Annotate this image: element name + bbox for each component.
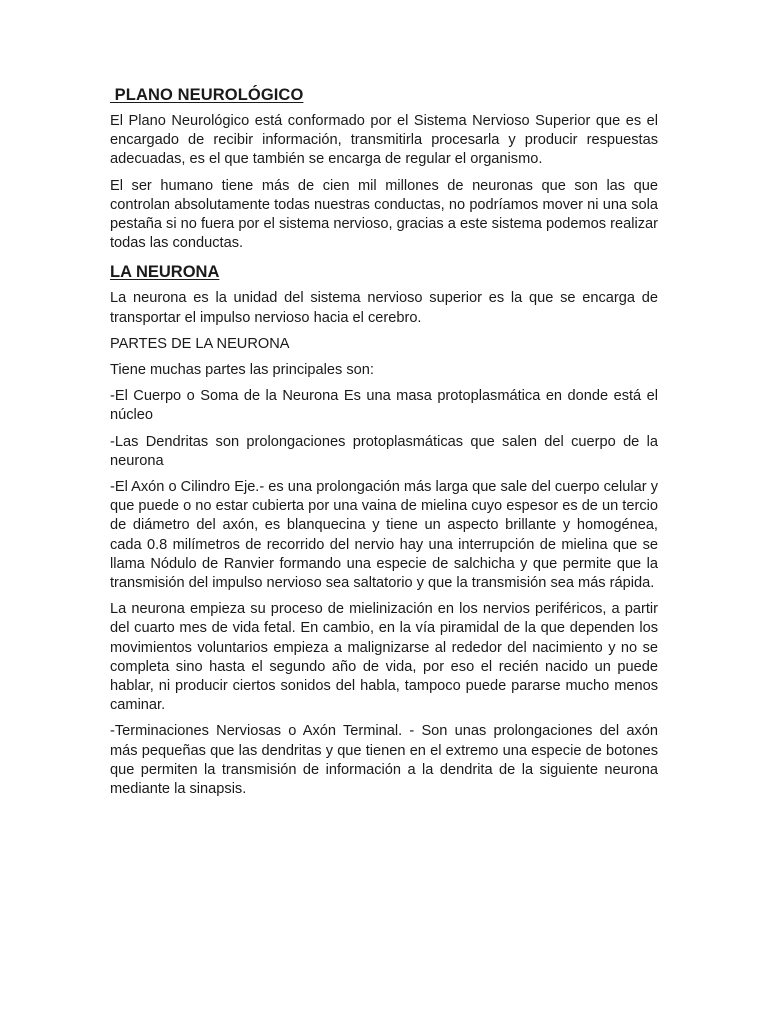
paragraph-plano-intro: El Plano Neurológico está conformado por el Sistema Nervioso Superior que es el encargado de recibir información, transmitirla procesarla y producir respuestas adecuadas, es el que también se encarga de regular el organismo. [110, 113, 658, 168]
document-page [110, 84, 658, 806]
paragraph-dendritas: -Las Dendritas son prolongaciones protoplasmáticas que salen del cuerpo de la neurona [110, 433, 658, 469]
paragraph-terminaciones: -Terminaciones Nerviosas o Axón Terminal. - Son unas prolongaciones del axón más pequeñas que las dendritas y que tienen en el extremo una especie de botones que permiten la transmisión de información a la dendrita de la siguiente neurona mediante la sinapsis. [110, 723, 658, 798]
paragraph-neurona-definition: La neurona es la unidad del sistema nervioso superior es la que se encarga de transportar el impulso nervioso hacia el cerebro. [110, 290, 658, 326]
paragraph-soma: -El Cuerpo o Soma de la Neurona Es una masa protoplasmática en donde está el núcleo [110, 388, 658, 424]
paragraph-plano-neuronas: El ser humano tiene más de cien mil millones de neuronas que son las que controlan absolutamente todas nuestras conductas, no podríamos mover ni una sola pestaña si no fuera por el sistema nervioso, gracias a este sistema podemos realizar todas las conductas. [110, 177, 658, 252]
paragraph-partes-intro: Tiene muchas partes las principales son: [110, 362, 374, 379]
section-heading-neurona: LA NEURONA [110, 263, 220, 282]
paragraph-partes-heading: PARTES DE LA NEURONA [110, 335, 290, 352]
paragraph-axon: -El Axón o Cilindro Eje.- es una prolongación más larga que sale del cuerpo celular y que puede o no estar cubierta por una vaina de mielina cuyo espesor es de un tercio de diámetro del axón, es blanquecina y tiene un aspecto brillante y homogénea, cada 0.8 milímetros de recorrido del nervio hay una interrupción de mielina que se llama Nódulo de Ranvier formando una especie de salchicha y que permite que la transmisión del impulso nervioso sea saltatorio y que la transmisión sea más rápida. [110, 479, 658, 592]
page-title [110, 84, 658, 106]
paragraph-mielinizacion: La neurona empieza su proceso de mielinización en los nervios periféricos, a partir del cuarto mes de vida fetal. En cambio, en la vía piramidal de la que dependen los movimientos voluntarios empieza a malignizarse al rededor del nacimiento y no se completa sino hasta el segundo año de vida, por eso el recién nacido un puede hablar, ni producir ciertos sonidos del habla, tampoco puede pararse mucho menos caminar. [110, 601, 658, 714]
title-text: PLANO NEUROLÓGICO [110, 86, 304, 104]
